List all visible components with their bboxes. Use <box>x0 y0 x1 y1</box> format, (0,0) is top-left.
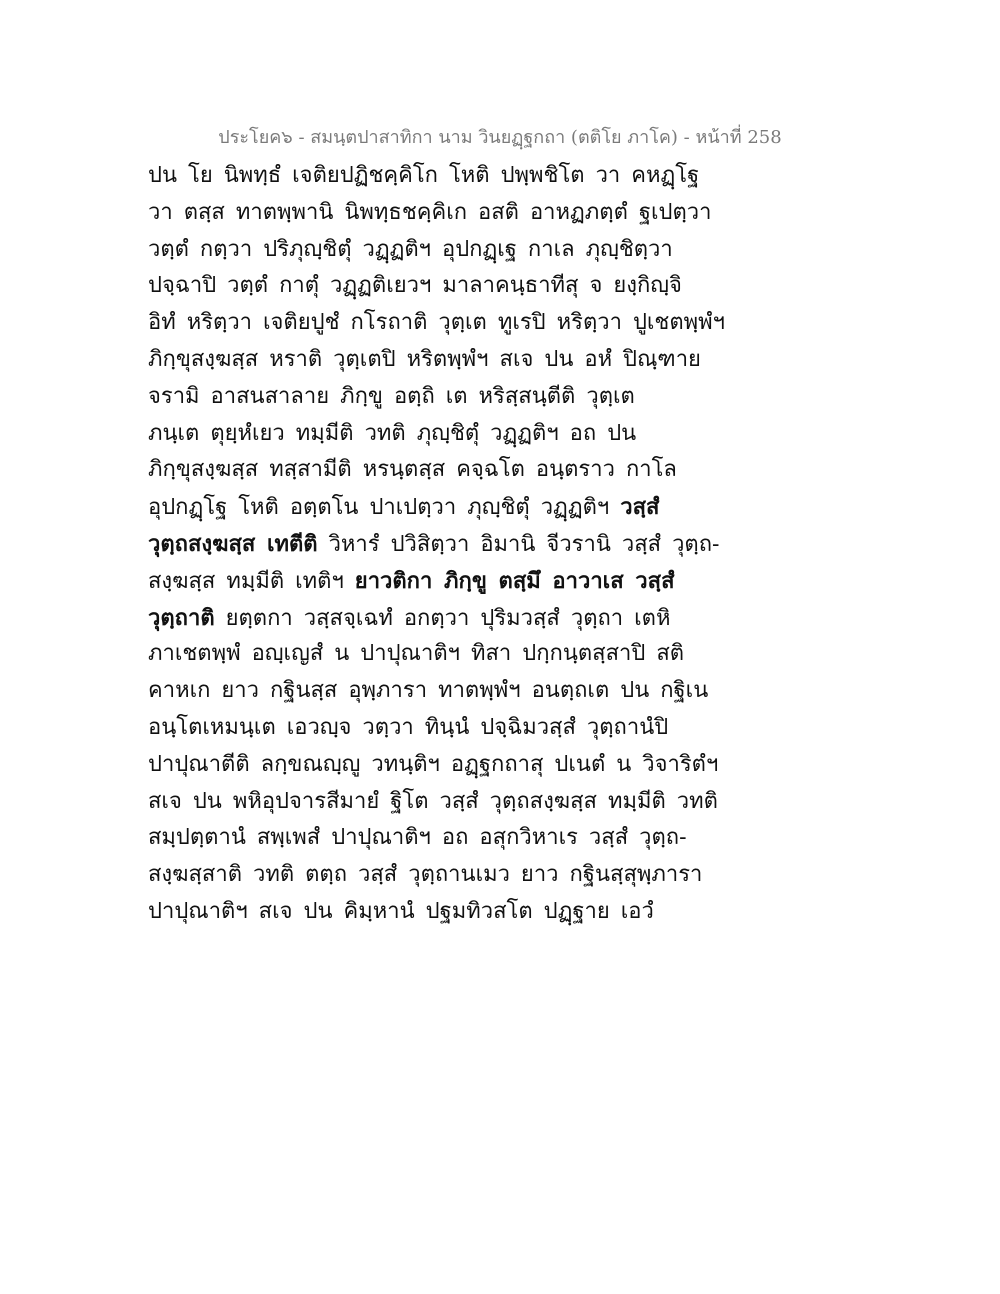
text-line <box>148 820 708 857</box>
text-line <box>148 452 708 489</box>
text-line <box>148 268 708 305</box>
text-line <box>148 857 708 894</box>
text-segment: สมฺปตฺตานํ สพฺเพสํ ปาปุณาติฯ อถ อสุกวิหาเร วสฺสํ วุตฺถ- <box>148 825 687 851</box>
bold-quoted-term: วุตฺถสงฺฆสฺส เทตีติ <box>148 530 318 557</box>
text-line <box>148 636 708 673</box>
text-line <box>148 526 720 563</box>
text-segment: อิทํ หริตฺวา เจติยปูชํ กโรถาติ วุตฺเต ทูเรปิ หริตฺวา ปูเชตพฺพํฯ <box>148 310 726 336</box>
text-segment: คาหเก ยาว กฐินสฺส อุพฺภารา ทาตพฺพํฯ อนตฺถเต ปน กฐิเน <box>148 678 709 704</box>
text-line <box>148 600 708 637</box>
text-line <box>148 673 708 710</box>
text-segment: อุปกฏฺโฐ โหติ อตฺตโน ปาเปตฺวา ภุญฺชิตุํ วฏฺฏติฯ <box>148 495 621 521</box>
text-line <box>148 489 708 526</box>
running-header: ประโยค๖ - สมนฺตปาสาทิกา นาม วินยฏฺฐกถา (ตติโย ภาโค) - หน้าที่ 258 <box>218 127 782 148</box>
text-line <box>148 195 712 232</box>
body-text <box>148 158 726 931</box>
text-line <box>148 342 708 379</box>
text-segment: จรามิ อาสนสาลาย ภิกฺขู อตฺถิ เต หริสฺสนฺตีติ วุตฺเต <box>148 383 635 409</box>
text-segment: ปจฺฉาปิ วตฺตํ กาตุํ วฏฺฏติเยวฯ มาลาคนฺธาทีสุ จ ยงฺกิญฺจิ <box>148 273 682 299</box>
text-segment: วตฺตํ กตฺวา ปริภุญฺชิตุํ วฏฺฏติฯ อุปกฏฺเฐ กาเล ภุญฺชิตฺวา <box>148 236 673 262</box>
text-segment: วา ตสฺส ทาตพฺพานิ นิพทฺธชคฺคิเก อสติ อาหฏภตฺตํ ฐเปตฺวา <box>148 199 712 225</box>
text-line <box>148 747 719 784</box>
text-segment: ภนฺเต ตุยฺหํเยว ทมฺมีติ วทติ ภุญฺชิตุํ วฏฺฏติฯ อถ ปน <box>148 420 637 446</box>
text-line <box>148 379 708 416</box>
text-segment: ภิกฺขุสงฺฆสฺส ทสฺสามีติ หรนฺตสฺส คจฺฉโต อนฺตราว กาโล <box>148 457 677 483</box>
text-segment: สงฺฆสฺส ทมฺมีติ เทติฯ <box>148 568 355 594</box>
text-segment: ภาเชตพฺพํ อญฺเญสํ น ปาปุณาติฯ ทิสา ปกฺกนฺตสฺสาปิ สติ <box>148 641 685 667</box>
text-line <box>148 710 708 747</box>
bold-quoted-term: ยาวติกา ภิกฺขู ตสฺมึ อาวาเส วสฺสํ <box>354 567 675 594</box>
text-segment: ปาปุณาติฯ สเจ ปน คิมฺหานํ ปฐมทิวสโต ปฏฺฐาย เอวํ <box>148 898 654 924</box>
text-segment: วิหารํ ปวิสิตฺวา อิมานิ จีวรานิ วสฺสํ วุตฺถ- <box>317 531 720 557</box>
text-line <box>148 563 708 600</box>
text-segment: ปาปุณาตีติ ลกฺขณญฺญู วทนฺติฯ อฏฺฐกถาสุ ปเนตํ น วิจาริตํฯ <box>148 751 719 777</box>
bold-quoted-term: วุตฺถาติ <box>148 604 215 631</box>
text-line <box>148 232 708 269</box>
text-segment: สงฺฆสฺสาติ วทติ ตตฺถ วสฺสํ วุตฺถานเมว ยาว กฐินสฺสุพฺภารา <box>148 862 703 888</box>
text-segment: ปน โย นิพทฺธํ เจติยปฏิชคฺคิโก โหติ ปพฺพชิโต วา คหฏฺโฐ <box>148 163 700 188</box>
text-segment: ยตฺตกา วสฺสจฺเฉทํ อกตฺวา ปุริมวสฺสํ วุตฺถา เตหิ <box>214 605 671 631</box>
text-segment: อนฺโตเหมนฺเต เอวญฺจ วตฺวา ทินฺนํ ปจฺฉิมวสฺสํ วุตฺถานํปิ <box>148 714 669 740</box>
text-line <box>148 158 708 195</box>
bold-quoted-term: วสฺสํ <box>620 494 660 521</box>
text-line <box>148 784 718 821</box>
text-line <box>148 305 726 342</box>
text-segment: สเจ ปน พหิอุปจารสีมายํ ฐิโต วสฺสํ วุตฺถสงฺฆสฺส ทมฺมีติ วทติ <box>148 788 718 814</box>
text-line <box>148 416 708 453</box>
text-segment: ภิกฺขุสงฺฆสฺส หราติ วุตฺเตปิ หริตพฺพํฯ สเจ ปน อหํ ปิณฺฑาย <box>148 346 701 372</box>
text-line <box>148 894 708 931</box>
